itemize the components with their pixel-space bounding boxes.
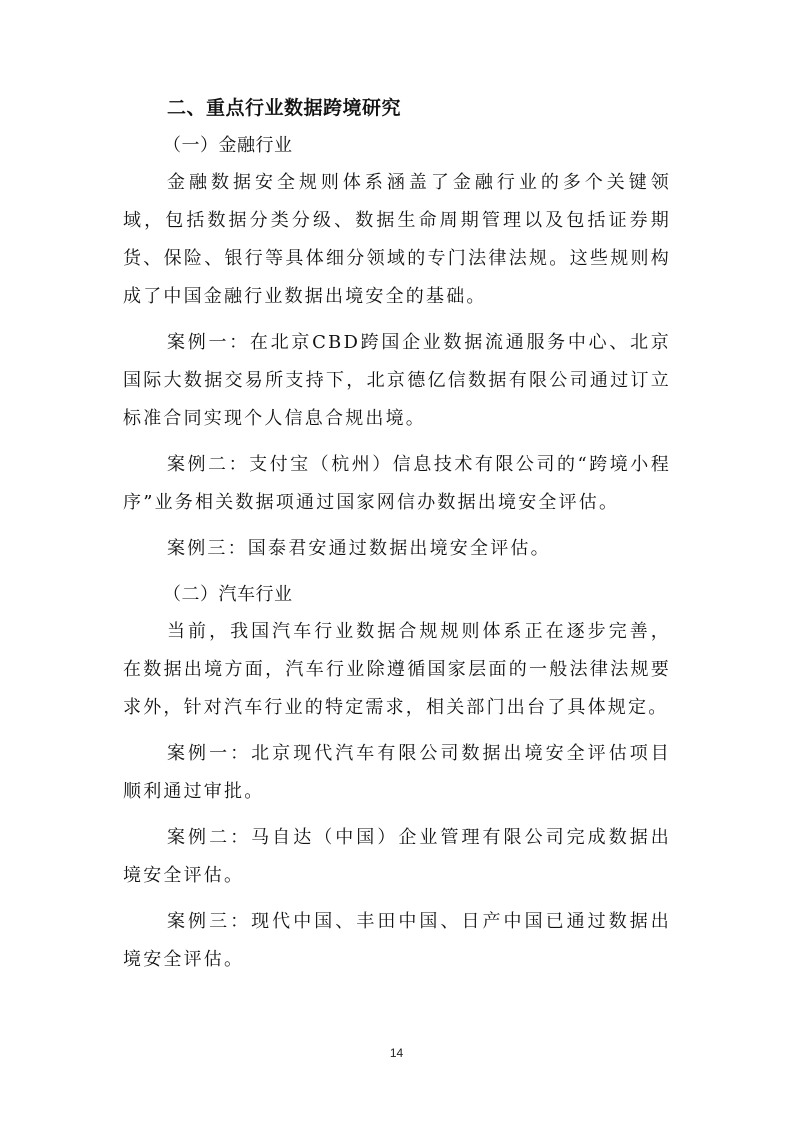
finance-case-1: 案例一：在北京CBD跨国企业数据流通服务中心、北京国际大数据交易所支持下，北京德亿信数据有限公司通过订立标准合同实现个人信息合规出境。 [123, 332, 671, 429]
finance-case-3: 案例三：国泰君安通过数据出境安全评估。 [167, 538, 551, 559]
auto-case-1: 案例一：北京现代汽车有限公司数据出境安全评估项目顺利通过审批。 [123, 743, 671, 802]
finance-intro-paragraph: 金融数据安全规则体系涵盖了金融行业的多个关键领域，包括数据分类分级、数据生命周期管理以及包括证券期货、保险、银行等具体细分领域的专门法律法规。这些规则构成了中国金融行业数据出境安全的基础。 [123, 172, 671, 307]
page-body [123, 90, 671, 987]
finance-case-2: 案例二：支付宝（杭州）信息技术有限公司的“跨境小程序”业务相关数据项通过国家网信办数据出境安全评估。 [123, 454, 671, 513]
page-number: 14 [389, 1046, 404, 1060]
section-title: 二、重点行业数据跨境研究 [167, 97, 402, 119]
finance-heading: （一）金融行业 [163, 135, 293, 156]
auto-intro-paragraph: 当前，我国汽车行业数据合规规则体系正在逐步完善，在数据出境方面，汽车行业除遵循国家层面的一般法律法规要求外，针对汽车行业的特定需求，相关部门出台了具体规定。 [123, 621, 671, 718]
auto-heading: （二）汽车行业 [163, 584, 293, 605]
auto-case-3: 案例三：现代中国、丰田中国、日产中国已通过数据出境安全评估。 [123, 911, 671, 970]
auto-case-2: 案例二：马自达（中国）企业管理有限公司完成数据出境安全评估。 [123, 827, 671, 886]
